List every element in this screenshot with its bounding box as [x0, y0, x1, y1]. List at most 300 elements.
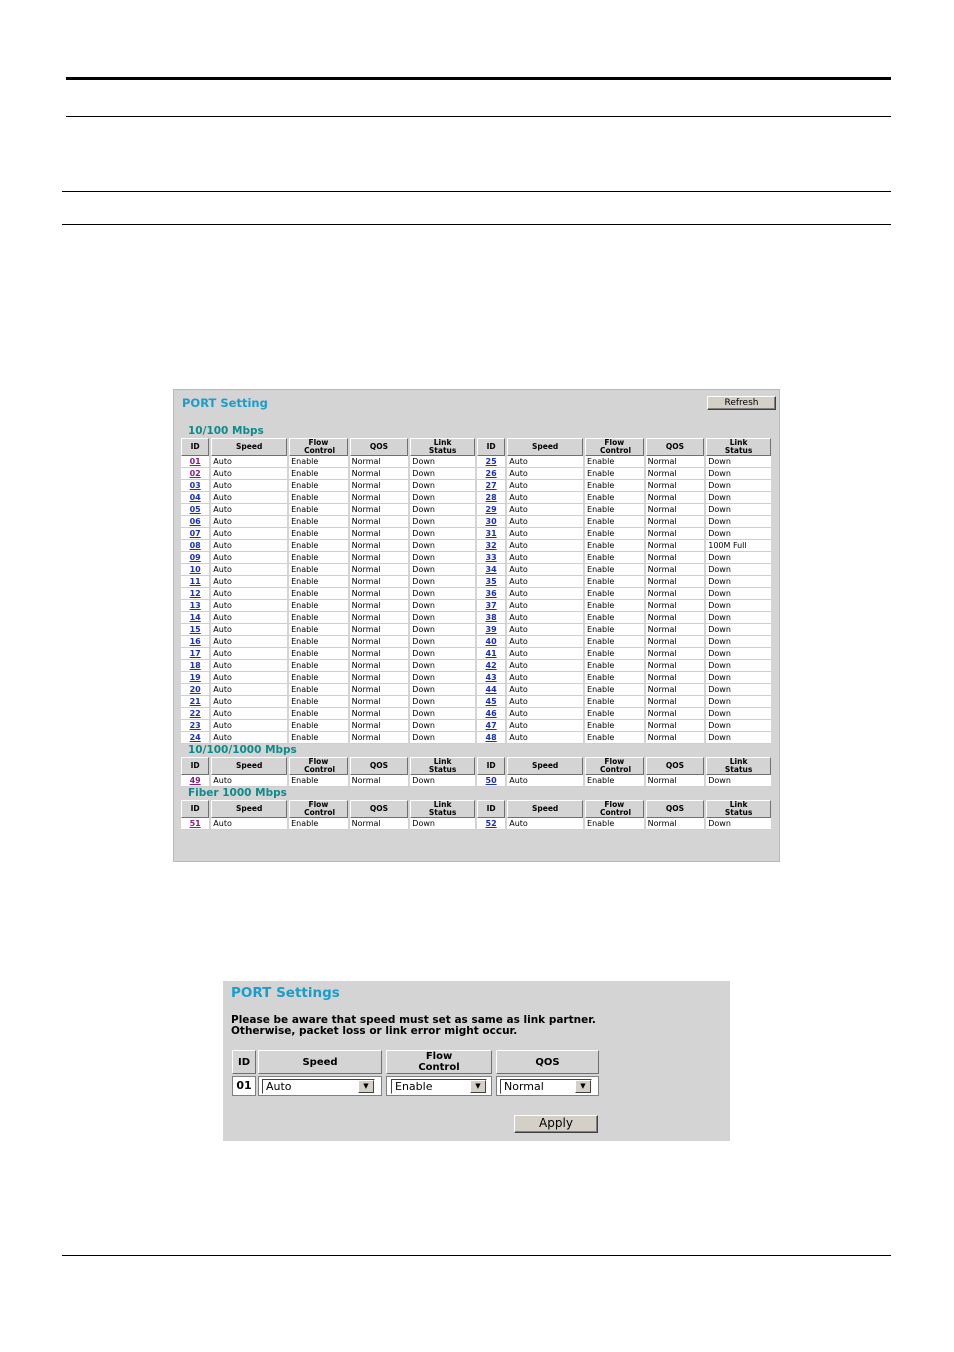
port-qos-cell: Normal [646, 775, 705, 787]
port-speed-cell: Auto [507, 720, 583, 732]
port-id-link[interactable]: 16 [181, 636, 209, 648]
port-link-cell: Down [410, 564, 475, 576]
port-flow-cell: Enable [585, 732, 644, 744]
port-flow-cell: Enable [585, 684, 644, 696]
port-speed-cell: Auto [211, 468, 287, 480]
port-id-link[interactable]: 29 [477, 504, 505, 516]
port-link-cell: Down [410, 660, 475, 672]
refresh-button[interactable]: Refresh [707, 396, 776, 410]
port-flow-cell: Enable [585, 624, 644, 636]
table-row [181, 540, 771, 552]
port-id-link[interactable]: 33 [477, 552, 505, 564]
port-speed-cell: Auto [507, 732, 583, 744]
port-speed-cell: Auto [507, 696, 583, 708]
apply-button[interactable]: Apply [514, 1115, 598, 1133]
port-flow-cell: Enable [289, 456, 348, 468]
port-qos-cell: Normal [350, 480, 409, 492]
port-link-cell: Down [410, 775, 475, 787]
port-speed-cell: Auto [507, 588, 583, 600]
port-flow-cell: Enable [585, 696, 644, 708]
port-link-cell: Down [410, 552, 475, 564]
port-speed-cell: Auto [507, 576, 583, 588]
column-header-flow: Flow Control [289, 800, 348, 818]
table-header-row [181, 438, 771, 456]
speed-select-value: Auto [266, 1080, 292, 1093]
port-setting-panel [173, 389, 780, 862]
column-header-flow: Flow Control [289, 438, 348, 456]
port-id-link[interactable]: 27 [477, 480, 505, 492]
port-qos-cell: Normal [350, 564, 409, 576]
port-qos-cell: Normal [646, 732, 705, 744]
column-header-qos: QOS [496, 1050, 599, 1074]
port-flow-cell: Enable [585, 708, 644, 720]
port-qos-cell: Normal [350, 552, 409, 564]
column-header-speed: Speed [507, 438, 583, 456]
port-speed-cell: Auto [211, 696, 287, 708]
port-speed-cell: Auto [211, 660, 287, 672]
port-speed-cell: Auto [211, 708, 287, 720]
table-row [181, 624, 771, 636]
port-id-link[interactable]: 03 [181, 480, 209, 492]
column-header-link: Link Status [706, 757, 771, 775]
table-row [181, 818, 771, 830]
port-id-link[interactable]: 44 [477, 684, 505, 696]
port-id-link[interactable]: 41 [477, 648, 505, 660]
port-flow-cell: Enable [585, 612, 644, 624]
port-speed-cell: Auto [211, 564, 287, 576]
port-flow-cell: Enable [585, 636, 644, 648]
port-qos-cell: Normal [646, 480, 705, 492]
column-header-qos: QOS [646, 800, 705, 818]
port-flow-cell: Enable [289, 492, 348, 504]
column-header-id: ID [477, 757, 505, 775]
flow-control-cell [386, 1076, 492, 1096]
port-flow-cell: Enable [585, 660, 644, 672]
port-speed-cell: Auto [211, 684, 287, 696]
port-speed-cell: Auto [507, 775, 583, 787]
port-flow-cell: Enable [289, 528, 348, 540]
port-flow-cell: Enable [585, 492, 644, 504]
table-row [181, 732, 771, 744]
top-rule [66, 116, 891, 117]
port-id-link[interactable]: 31 [477, 528, 505, 540]
qos-select[interactable] [500, 1079, 592, 1094]
port-link-cell: Down [706, 708, 771, 720]
port-id-link[interactable]: 30 [477, 516, 505, 528]
port-id-link[interactable]: 19 [181, 672, 209, 684]
port-id-link[interactable]: 01 [181, 456, 209, 468]
column-header-qos: QOS [350, 757, 409, 775]
column-header-id: ID [232, 1050, 256, 1074]
page-title: PORT Setting [182, 396, 268, 410]
port-flow-cell: Enable [289, 775, 348, 787]
port-id-link[interactable]: 48 [477, 732, 505, 744]
port-qos-cell: Normal [646, 720, 705, 732]
header-rule [62, 191, 891, 192]
port-qos-cell: Normal [350, 588, 409, 600]
port-id-link[interactable]: 45 [477, 696, 505, 708]
port-link-cell: Down [706, 672, 771, 684]
port-flow-cell: Enable [585, 588, 644, 600]
port-table [179, 800, 773, 830]
port-qos-cell: Normal [350, 516, 409, 528]
column-header-link: Link Status [706, 438, 771, 456]
port-qos-cell: Normal [350, 540, 409, 552]
port-grid [181, 425, 775, 830]
port-flow-cell: Enable [289, 504, 348, 516]
table-row [181, 588, 771, 600]
port-link-cell: Down [410, 468, 475, 480]
port-flow-cell: Enable [585, 775, 644, 787]
port-speed-cell: Auto [507, 660, 583, 672]
port-id-link[interactable]: 07 [181, 528, 209, 540]
port-qos-cell: Normal [646, 660, 705, 672]
port-id-link[interactable]: 24 [181, 732, 209, 744]
port-qos-cell: Normal [646, 504, 705, 516]
port-id-link[interactable]: 08 [181, 540, 209, 552]
port-qos-cell: Normal [350, 528, 409, 540]
port-qos-cell: Normal [646, 696, 705, 708]
port-speed-cell: Auto [211, 624, 287, 636]
port-flow-cell: Enable [289, 636, 348, 648]
port-qos-cell: Normal [350, 624, 409, 636]
header-rule-2 [62, 224, 891, 225]
port-flow-cell: Enable [585, 456, 644, 468]
column-header-id: ID [477, 438, 505, 456]
port-speed-cell: Auto [211, 636, 287, 648]
port-flow-cell: Enable [289, 480, 348, 492]
port-speed-cell: Auto [507, 492, 583, 504]
port-speed-cell: Auto [507, 672, 583, 684]
port-link-cell: Down [410, 540, 475, 552]
table-row [181, 456, 771, 468]
port-speed-cell: Auto [507, 684, 583, 696]
port-flow-cell: Enable [289, 708, 348, 720]
port-link-cell: Down [706, 516, 771, 528]
port-speed-cell: Auto [507, 600, 583, 612]
port-link-cell: Down [706, 648, 771, 660]
speed-select[interactable] [262, 1079, 375, 1094]
port-speed-cell: Auto [211, 612, 287, 624]
port-link-cell: Down [706, 480, 771, 492]
chevron-down-icon[interactable]: ▼ [358, 1080, 374, 1093]
port-flow-cell: Enable [289, 612, 348, 624]
column-header-qos: QOS [646, 438, 705, 456]
port-id-link[interactable]: 04 [181, 492, 209, 504]
port-speed-cell: Auto [211, 600, 287, 612]
port-link-cell: Down [706, 696, 771, 708]
port-id-link[interactable]: 11 [181, 576, 209, 588]
warning-note: Please be aware that speed must set as same as link partner. [231, 1014, 596, 1026]
port-link-cell: Down [706, 528, 771, 540]
port-id-link[interactable]: 47 [477, 720, 505, 732]
table-row [181, 516, 771, 528]
port-link-cell: Down [706, 612, 771, 624]
column-header-id: ID [181, 757, 209, 775]
port-link-cell: Down [706, 624, 771, 636]
port-link-cell: Down [706, 588, 771, 600]
port-id-link[interactable]: 23 [181, 720, 209, 732]
port-speed-cell: Auto [211, 818, 287, 830]
port-qos-cell: Normal [646, 708, 705, 720]
port-flow-cell: Enable [585, 468, 644, 480]
port-flow-cell: Enable [289, 552, 348, 564]
table-row [181, 480, 771, 492]
column-header-flow: Flow Control [585, 800, 644, 818]
port-flow-cell: Enable [289, 720, 348, 732]
port-qos-cell: Normal [646, 684, 705, 696]
column-header-qos: QOS [646, 757, 705, 775]
port-link-cell: Down [706, 684, 771, 696]
port-id-link[interactable]: 05 [181, 504, 209, 516]
port-link-cell: Down [410, 720, 475, 732]
port-flow-cell: Enable [585, 818, 644, 830]
chevron-down-icon[interactable]: ▼ [575, 1080, 591, 1093]
port-id-link[interactable]: 02 [181, 468, 209, 480]
table-row [181, 648, 771, 660]
port-qos-cell: Normal [350, 648, 409, 660]
port-table [179, 757, 773, 787]
port-speed-cell: Auto [211, 732, 287, 744]
flow-control-select[interactable] [391, 1079, 487, 1094]
flow-control-select-value: Enable [395, 1080, 433, 1093]
port-id-link[interactable]: 17 [181, 648, 209, 660]
port-speed-cell: Auto [211, 672, 287, 684]
port-qos-cell: Normal [350, 696, 409, 708]
column-header-link: Link Status [410, 757, 475, 775]
port-qos-cell: Normal [350, 775, 409, 787]
page-title: PORT Settings [231, 985, 340, 1001]
port-qos-cell: Normal [350, 576, 409, 588]
port-link-cell: Down [410, 636, 475, 648]
port-speed-cell: Auto [211, 492, 287, 504]
port-id-link[interactable]: 34 [477, 564, 505, 576]
port-id-cell: 01 [232, 1076, 256, 1096]
port-qos-cell: Normal [350, 818, 409, 830]
port-flow-cell: Enable [585, 648, 644, 660]
port-id-link[interactable]: 15 [181, 624, 209, 636]
port-flow-cell: Enable [585, 600, 644, 612]
port-link-cell: Down [706, 552, 771, 564]
port-settings-panel [223, 981, 730, 1141]
port-link-cell: Down [410, 492, 475, 504]
port-speed-cell: Auto [507, 818, 583, 830]
port-qos-cell: Normal [350, 492, 409, 504]
table-row [181, 672, 771, 684]
port-speed-cell: Auto [507, 708, 583, 720]
port-id-link[interactable]: 37 [477, 600, 505, 612]
port-flow-cell: Enable [585, 504, 644, 516]
port-link-cell: Down [706, 456, 771, 468]
top-rule-thick [66, 77, 891, 80]
table-row [181, 528, 771, 540]
port-flow-cell: Enable [289, 660, 348, 672]
port-id-link[interactable]: 49 [181, 775, 209, 787]
port-qos-cell: Normal [646, 648, 705, 660]
port-link-cell: 100M Full [706, 540, 771, 552]
chevron-down-icon[interactable]: ▼ [470, 1080, 486, 1093]
port-id-link[interactable]: 18 [181, 660, 209, 672]
port-link-cell: Down [410, 624, 475, 636]
column-header-qos: QOS [350, 438, 409, 456]
port-qos-cell: Normal [646, 540, 705, 552]
table-row [181, 468, 771, 480]
port-id-link[interactable]: 22 [181, 708, 209, 720]
port-id-link[interactable]: 43 [477, 672, 505, 684]
column-header-speed: Speed [211, 438, 287, 456]
port-link-cell: Down [706, 775, 771, 787]
port-qos-cell: Normal [646, 672, 705, 684]
port-qos-cell: Normal [350, 672, 409, 684]
port-link-cell: Down [706, 818, 771, 830]
port-link-cell: Down [410, 480, 475, 492]
port-link-cell: Down [410, 456, 475, 468]
port-flow-cell: Enable [289, 684, 348, 696]
port-id-link[interactable]: 39 [477, 624, 505, 636]
port-qos-cell: Normal [350, 612, 409, 624]
port-link-cell: Down [706, 576, 771, 588]
port-qos-cell: Normal [646, 818, 705, 830]
port-qos-cell: Normal [350, 660, 409, 672]
qos-cell [496, 1076, 599, 1096]
port-flow-cell: Enable [585, 564, 644, 576]
column-header-flow: Flow Control [585, 438, 644, 456]
warning-note: Otherwise, packet loss or link error might occur. [231, 1025, 518, 1037]
port-flow-cell: Enable [585, 540, 644, 552]
port-link-cell: Down [706, 600, 771, 612]
port-table [179, 438, 773, 744]
column-header-qos: QOS [350, 800, 409, 818]
port-link-cell: Down [410, 528, 475, 540]
port-qos-cell: Normal [350, 504, 409, 516]
port-qos-cell: Normal [350, 708, 409, 720]
port-link-cell: Down [410, 588, 475, 600]
table-row [181, 612, 771, 624]
port-id-link[interactable]: 12 [181, 588, 209, 600]
port-qos-cell: Normal [646, 468, 705, 480]
port-id-link[interactable]: 09 [181, 552, 209, 564]
column-header-id: ID [181, 438, 209, 456]
port-id-link[interactable]: 25 [477, 456, 505, 468]
port-speed-cell: Auto [507, 648, 583, 660]
table-header-row [181, 757, 771, 775]
port-flow-cell: Enable [585, 516, 644, 528]
column-header-speed: Speed [211, 757, 287, 775]
section-title: Fiber 1000 Mbps [188, 787, 287, 799]
port-qos-cell: Normal [646, 576, 705, 588]
port-speed-cell: Auto [211, 456, 287, 468]
table-row [181, 636, 771, 648]
footer-rule [62, 1255, 891, 1256]
port-flow-cell: Enable [289, 588, 348, 600]
port-id-link[interactable]: 50 [477, 775, 505, 787]
table-row [181, 552, 771, 564]
port-id-link[interactable]: 35 [477, 576, 505, 588]
port-id-link[interactable]: 52 [477, 818, 505, 830]
column-header-flow-control: Flow Control [386, 1050, 492, 1074]
port-speed-cell: Auto [507, 612, 583, 624]
port-link-cell: Down [410, 600, 475, 612]
port-id-link[interactable]: 46 [477, 708, 505, 720]
port-id-link[interactable]: 32 [477, 540, 505, 552]
port-link-cell: Down [410, 648, 475, 660]
column-header-flow: Flow Control [585, 757, 644, 775]
port-link-cell: Down [410, 672, 475, 684]
port-flow-cell: Enable [289, 600, 348, 612]
port-link-cell: Down [706, 564, 771, 576]
port-qos-cell: Normal [646, 612, 705, 624]
column-header-link: Link Status [410, 800, 475, 818]
port-link-cell: Down [410, 708, 475, 720]
port-link-cell: Down [410, 612, 475, 624]
port-id-link[interactable]: 10 [181, 564, 209, 576]
port-id-link[interactable]: 20 [181, 684, 209, 696]
port-flow-cell: Enable [289, 564, 348, 576]
port-speed-cell: Auto [507, 468, 583, 480]
column-header-speed: Speed [507, 757, 583, 775]
port-link-cell: Down [706, 636, 771, 648]
port-speed-cell: Auto [507, 564, 583, 576]
column-header-link: Link Status [706, 800, 771, 818]
table-row [181, 660, 771, 672]
port-speed-cell: Auto [211, 576, 287, 588]
port-flow-cell: Enable [585, 480, 644, 492]
port-qos-cell: Normal [646, 516, 705, 528]
port-id-link[interactable]: 21 [181, 696, 209, 708]
port-id-link[interactable]: 06 [181, 516, 209, 528]
port-qos-cell: Normal [646, 636, 705, 648]
port-speed-cell: Auto [211, 528, 287, 540]
port-id-link[interactable]: 28 [477, 492, 505, 504]
port-id-link[interactable]: 36 [477, 588, 505, 600]
port-qos-cell: Normal [646, 588, 705, 600]
table-row [181, 504, 771, 516]
port-qos-cell: Normal [350, 636, 409, 648]
port-link-cell: Down [410, 516, 475, 528]
port-qos-cell: Normal [350, 684, 409, 696]
column-header-speed: Speed [507, 800, 583, 818]
table-row [181, 775, 771, 787]
port-id-link[interactable]: 51 [181, 818, 209, 830]
port-flow-cell: Enable [585, 576, 644, 588]
port-speed-cell: Auto [211, 775, 287, 787]
port-id-link[interactable]: 40 [477, 636, 505, 648]
port-id-link[interactable]: 38 [477, 612, 505, 624]
port-link-cell: Down [706, 468, 771, 480]
port-flow-cell: Enable [289, 624, 348, 636]
port-id-link[interactable]: 14 [181, 612, 209, 624]
port-qos-cell: Normal [350, 456, 409, 468]
port-flow-cell: Enable [585, 552, 644, 564]
port-speed-cell: Auto [507, 636, 583, 648]
column-header-speed: Speed [211, 800, 287, 818]
port-link-cell: Down [410, 576, 475, 588]
port-speed-cell: Auto [507, 528, 583, 540]
port-link-cell: Down [706, 660, 771, 672]
port-flow-cell: Enable [585, 672, 644, 684]
port-id-link[interactable]: 26 [477, 468, 505, 480]
port-id-link[interactable]: 13 [181, 600, 209, 612]
port-id-link[interactable]: 42 [477, 660, 505, 672]
table-row [181, 564, 771, 576]
port-flow-cell: Enable [289, 576, 348, 588]
port-flow-cell: Enable [289, 516, 348, 528]
table-row [181, 720, 771, 732]
port-speed-cell: Auto [507, 504, 583, 516]
table-row [181, 600, 771, 612]
port-link-cell: Down [410, 684, 475, 696]
port-qos-cell: Normal [646, 492, 705, 504]
